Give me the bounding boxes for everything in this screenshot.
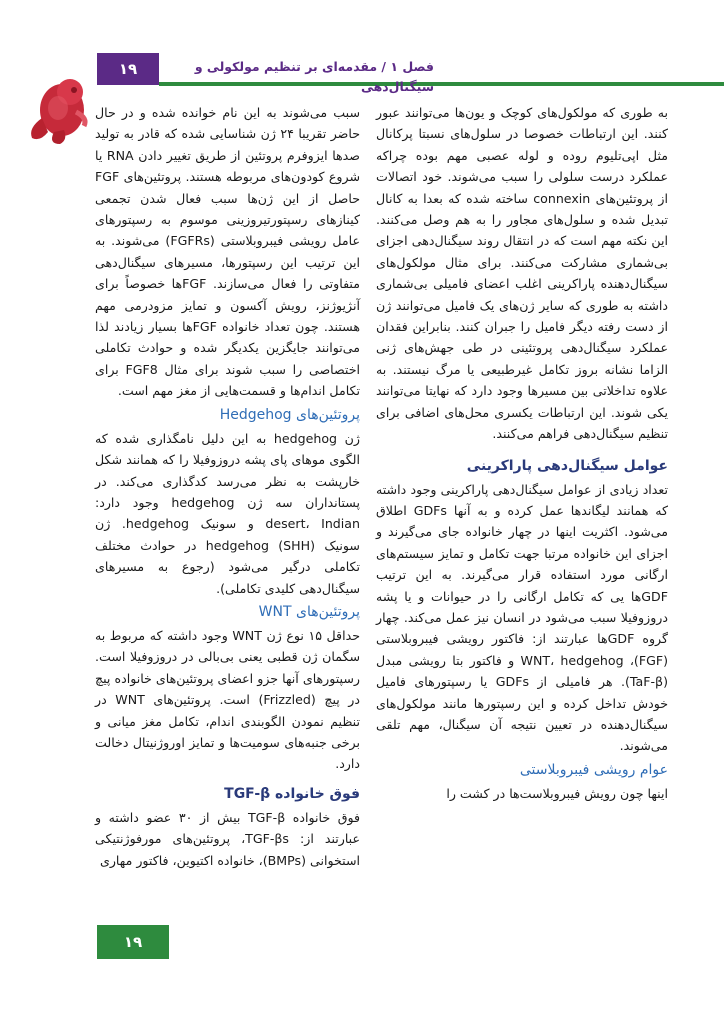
paragraph: حداقل ۱۵ نوع ژن WNT وجود داشته که مربوط به سگمان ژن قطبی یعنی بی‌بالی در دروزوفیلا است. رسپتورهای آنها جزو اعضای پروتئین‌های خانواده پیچ در پیچ (Frizzled) است. پروتئین‌های WNT در تنظیم نمودن الگوبندی اندام، تکامل مغز میانی و برخی جنبه‌های سومیت‌ها و تمایز اوروژنیتال دخالت دارد. [95,627,360,772]
header-page-number: ۱۹ [118,60,138,78]
section-heading-wnt: پروتئین‌های WNT [258,603,360,620]
chapter-title: فصل ۱ / مقدمه‌ای بر تنظیم مولکولی و سیگنال‌دهی [194,59,434,94]
paragraph: فوق خانواده TGF-β بیش از ۳۰ عضو داشته و عبارتند از: TGF-βs، پروتئین‌های مورفوژنتیکی استخوانی (BMPs)، خانواده اکتیوین، فاکتور مهاری [95,809,360,868]
footer-page-number: ۱۹ [97,925,169,959]
section-heading-tgf-beta: فوق خانواده TGF-β [224,785,360,802]
paragraph: تعداد زیادی از عوامل سیگنال‌دهی پاراکرینی وجود داشته که همانند لیگاندها عمل کرده و به آنها GDFs اطلاق می‌شود. اکثریت اینها در چهار خانواده جای می‌گیرند و اجزای این خانواده مرتبا جهت تکامل و تمایز سیستم‌های ارگانی مورد استفاده قرار می‌گیرند. به این ترتیب GDFها یی که تکامل ارگانی را در حیوانات و یا پشه دروزوفیلا سبب می‌شود در انسان نیز عمل می‌کند. چهار گروه GDFها عبارتند از: فاکتور رویشی فیبروبلاستی (FGF)، WNT، hedgehog و فاکتور بتا رویشی مبدل (TaF-β). هر فامیلی از GDFs یا رسپتورهای فامیل خودش تداخل کرده و این رسپتورها مانند مولکول‌های سیگنال‌دهنده در تعیین نتیجه آن سیگنال، مهم تلقی می‌شوند. [376,481,668,754]
paragraph: اینها چون رویش فیبروبلاست‌ها در کشت را [446,785,668,801]
fetus-illustration [18,72,96,146]
right-column [376,102,668,804]
paragraph: ژن hedgehog به این دلیل نامگذاری شده که الگوی موهای پای پشه دروزوفیلا را که همانند شکل خارپشت به نظر می‌رسد کدگذاری می‌کند. در پستانداران سه ژن hedgehog وجود دارد: desert، Indian و سونیک hedgehog. ژن سونیک hedgehog (SHH) در حوادث مختلف تکاملی درگیر می‌شود (رجوع به مسیرهای سیگنال‌دهی کلیدی تکاملی). [95,430,361,596]
paragraph: سبب می‌شوند به این نام خوانده شده و در حال حاضر تقریبا ۲۴ ژن شناسایی شده که قادر به تولید صدها ایزوفرم پروتئین از طریق تغییر دادن RNA یا شروع کودون‌های مربوطه هستند. پروتئین‌های FGF حاصل از این ژن‌ها سبب فعال شدن تجمعی کینازهای رسپتورتیروزینی موسوم به رسپتورهای عامل رویشی فیبروبلاستی (FGFRs) می‌شوند. به این ترتیب این رسپتورها، مسیرهای سیگنال‌دهی متفاوتی را فعال می‌سازند. FGFها خصوصاً برای آنژیوژنز، رویش آکسون و تمایز مزودرمی مهم هستند. چون تعداد خانواده FGFها بسیار زیادند لذا می‌توانند جایگزین یکدیگر شده و حوادث تکاملی اختصاصی را سبب شوند برای مثال FGF8 برای تکامل اندام‌ها و قسمت‌هایی از مغز مهم است. [95,105,360,399]
left-column [95,102,360,871]
section-heading-hedgehog: پروتئین‌های Hedgehog [219,406,360,423]
section-heading-fgf: عوام رویشی فیبروبلاستی [519,761,668,778]
section-heading-paracrine: عوامل سیگنال‌دهی پاراکرینی [466,457,668,474]
paragraph: به طوری که مولکول‌های کوچک و یون‌ها می‌توانند عبور کنند. این ارتباطات خصوصا در سلول‌های نسبتا پرکانال مثل اپی‌تلیوم روده و لوله عصبی مهم بوده چراکه عملکرد درست سلولی را سبب می‌شوند. خود اتصالات از پروتئین‌های connexin ساخته شده که بعدا به کانال تبدیل شده و سلول‌های مجاور را به هم وصل می‌کنند. این نکته مهم است که در انتقال روند سیگنال‌دهی اجزای بی‌شماری مشارکت می‌کنند. برای مثال مولکول‌های سیگنال‌دهنده پاراکرینی اغلب اعضای فامیلی بی‌شماری داشته به طوری که سایر ژن‌های یک فامیل می‌توانند ژن از دست رفته دیگر فامیل را جبران کنند. بنابراین فقدان عملکرد سیگنال‌دهی پروتئینی در طی جهش‌های ژنی الزاما نشانه بروز تکامل غیرطبیعی یا مرگ نیستند. به علاوه تداخلاتی بین مسیرها وجود دارد که نهایتا می‌توانند یکی شوند. این ارتباطات یکسری محل‌های اضافی برای تنظیم سیگنال‌دهی فراهم می‌کنند. [376,105,668,442]
